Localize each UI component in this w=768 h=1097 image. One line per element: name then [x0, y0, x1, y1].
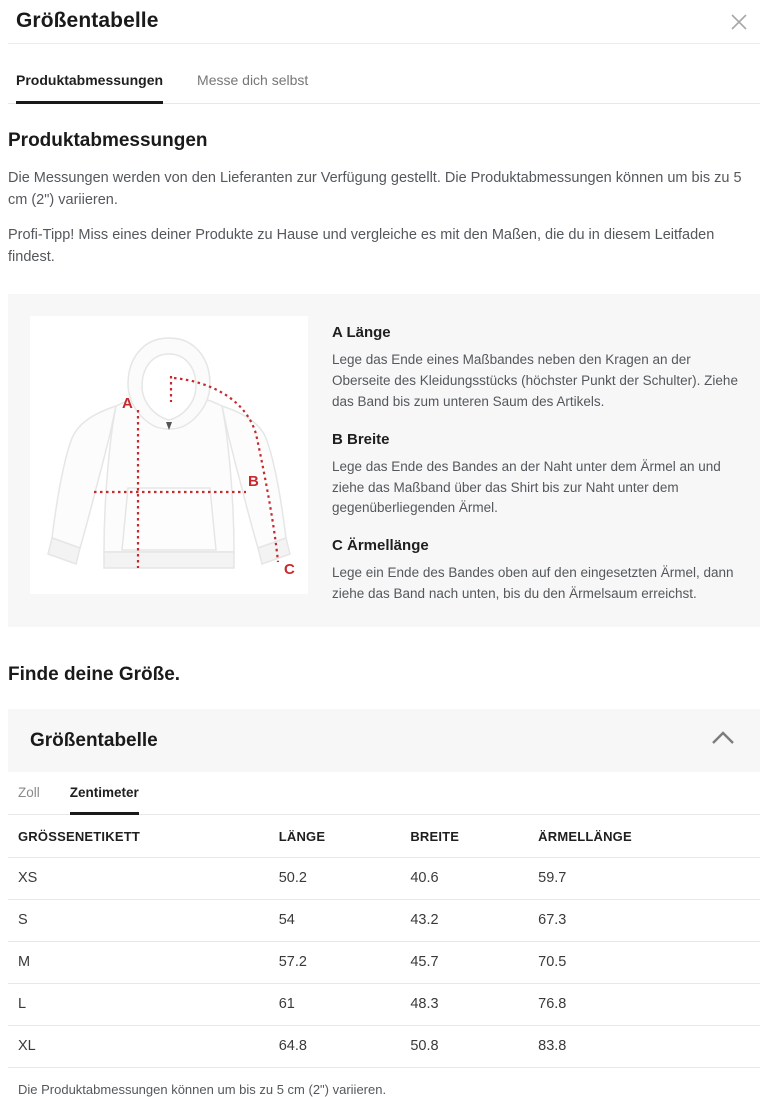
- guide-item-title: A Länge: [332, 323, 391, 341]
- cell-sleeve: 70.5: [538, 941, 760, 983]
- cell-length: 57.2: [279, 941, 411, 983]
- guide-item-title: C Ärmellänge: [332, 537, 429, 555]
- guide-item-title: B Breite: [332, 430, 390, 448]
- find-size-heading: Finde deine Größe.: [8, 664, 181, 686]
- unit-tab-bar: [8, 772, 760, 815]
- guide-item-length: [332, 324, 738, 413]
- marker-a-label: A: [122, 394, 133, 412]
- cell-sleeve: 76.8: [538, 983, 760, 1025]
- modal-header: [8, 0, 760, 44]
- cell-size: XL: [8, 1025, 279, 1067]
- cell-size: XS: [8, 857, 279, 899]
- product-dimensions-heading: Produktabmessungen: [8, 130, 208, 151]
- cell-width: 45.7: [410, 941, 538, 983]
- size-chart-title: Größentabelle: [30, 729, 158, 751]
- guide-item-text: Lege das Ende eines Maßbandes neben den Kragen an der Oberseite des Kleidungsstücks (höchster Punkt der Schulter). Ziehe das Band bis zum unteren Saum des Artikels.: [332, 351, 738, 409]
- table-row-s: [8, 899, 760, 941]
- size-chart-accordion-header[interactable]: [8, 709, 760, 772]
- cell-width: 43.2: [410, 899, 538, 941]
- cell-length: 61: [279, 983, 411, 1025]
- cell-sleeve: 59.7: [538, 857, 760, 899]
- hoodie-diagram: [30, 316, 308, 594]
- table-footnote: Die Produktabmessungen können um bis zu 5 cm (2") variieren.: [18, 1081, 387, 1097]
- cell-width: 50.8: [410, 1025, 538, 1067]
- tab-zentimeter[interactable]: Zentimeter: [70, 772, 139, 815]
- product-dimensions-paragraph-2: Profi-Tipp! Miss eines deiner Produkte zu Hause und vergleiche es mit den Maßen, die du in diesem Leitfaden findest.: [8, 226, 715, 266]
- cell-length: 54: [279, 899, 411, 941]
- close-button[interactable]: [726, 9, 752, 35]
- cell-sleeve: 83.8: [538, 1025, 760, 1067]
- cell-size: M: [8, 941, 279, 983]
- modal-title: Größentabelle: [16, 9, 159, 32]
- cell-width: 40.6: [410, 857, 538, 899]
- hoodie-diagram-card: [30, 316, 308, 594]
- cell-width: 48.3: [410, 983, 538, 1025]
- product-dimensions-paragraph-1: Die Messungen werden von den Lieferanten zur Verfügung gestellt. Die Produktabmessungen können um bis zu 5 cm (2") variieren.: [8, 170, 742, 209]
- tab-messe-dich-selbst[interactable]: Messe dich selbst: [197, 60, 308, 104]
- table-row-xs: [8, 857, 760, 899]
- size-table-header-row: [8, 815, 760, 857]
- guide-item-width: [332, 431, 738, 520]
- cell-length: 50.2: [279, 857, 411, 899]
- measure-guide-panel: [8, 294, 760, 627]
- cell-length: 64.8: [279, 1025, 411, 1067]
- cell-size: S: [8, 899, 279, 941]
- tab-zoll[interactable]: Zoll: [18, 772, 40, 815]
- measure-guide-text: [332, 316, 738, 605]
- close-icon: [728, 11, 750, 33]
- size-table: [8, 815, 760, 1068]
- col-header-sleeve: ÄRMELLÄNGE: [538, 815, 760, 857]
- cell-sleeve: 67.3: [538, 899, 760, 941]
- col-header-length: LÄNGE: [279, 815, 411, 857]
- chevron-up-icon: [708, 729, 738, 752]
- table-row-l: [8, 983, 760, 1025]
- guide-item-sleeve: [332, 537, 738, 605]
- top-tab-bar: [8, 60, 760, 104]
- col-header-size-label: GRÖSSENETIKETT: [8, 815, 279, 857]
- guide-item-text: Lege ein Ende des Bandes oben auf den eingesetzten Ärmel, dann ziehe das Band nach unten, bis du den Ärmelsaum erreichst.: [332, 565, 734, 602]
- col-header-width: BREITE: [410, 815, 538, 857]
- guide-item-text: Lege das Ende des Bandes an der Naht unter dem Ärmel an und ziehe das Maßband über das Shirt bis zur Naht unter dem gegenüberliegenden Ärmel.: [332, 458, 721, 516]
- cell-size: L: [8, 983, 279, 1025]
- tab-produktabmessungen[interactable]: Produktabmessungen: [16, 60, 163, 104]
- marker-b-label: B: [248, 472, 259, 490]
- marker-c-label: C: [284, 560, 295, 578]
- table-row-m: [8, 941, 760, 983]
